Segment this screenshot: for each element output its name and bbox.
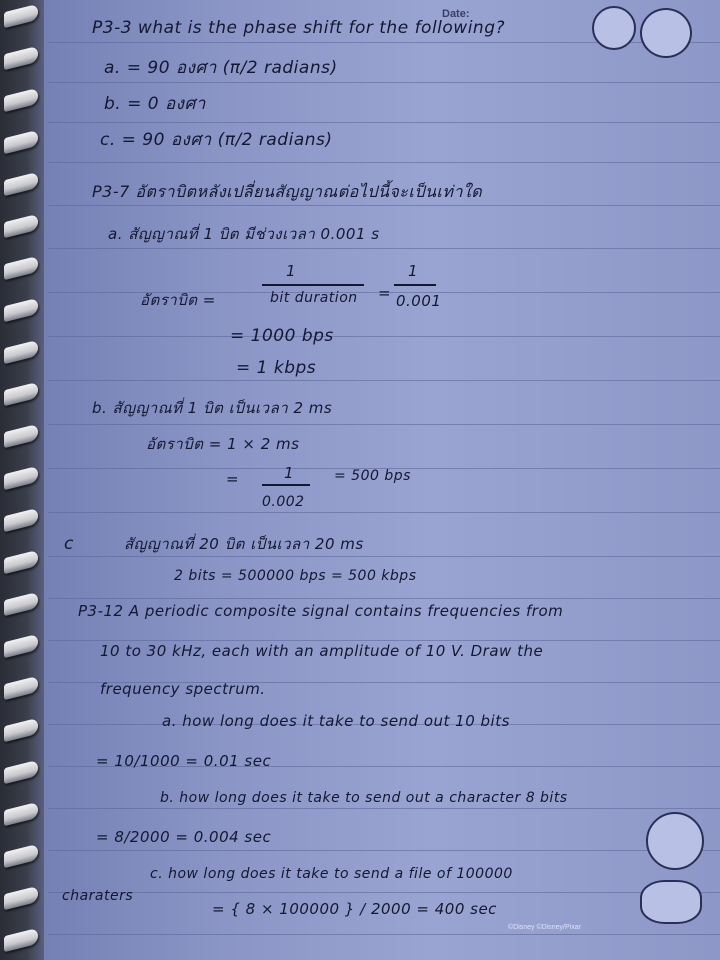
p3-12-line3: frequency spectrum. [100,680,266,698]
p3-12-answer-c-label: charaters [62,888,134,904]
equals-sign: = [378,284,392,302]
spiral-ring [4,424,38,448]
sticker-character-icon [592,6,636,50]
ruled-line [48,162,720,163]
frac-left-denominator: bit duration [270,290,358,306]
spiral-ring [4,760,38,784]
spiral-ring [4,508,38,532]
ruled-line [48,336,720,337]
p3-12-answer-c: = { 8 × 100000 } / 2000 = 400 sec [212,900,497,918]
spiral-ring [4,4,38,28]
fraction-bar [394,284,436,286]
footer-copyright: ©Disney ©Disney/Pixar [508,924,581,931]
sticker-character-icon [640,8,692,58]
ruled-line [48,808,720,809]
spiral-ring [4,550,38,574]
p3-12-answer-a: = 10/1000 = 0.01 sec [96,752,272,770]
spiral-ring [4,928,38,952]
spiral-ring [4,46,38,70]
spiral-ring [4,802,38,826]
sticker-character-icon [646,812,704,870]
spiral-ring [4,592,38,616]
p3-7-part-b: b. สัญญาณที่ 1 บิต เป็นเวลา 2 ms [92,399,333,417]
frac-left-numerator: 1 [286,262,297,280]
ruled-line [48,380,720,381]
ruled-line [48,122,720,123]
ruled-line [48,82,720,83]
fraction-bar [262,284,364,286]
spiral-ring [4,466,38,490]
p3-12-question-b: b. how long does it take to send out a character 8 bits [160,790,568,806]
ruled-line [48,424,720,425]
ruled-line [48,640,720,641]
spiral-ring [4,214,38,238]
ruled-line [48,205,720,206]
frac-right-denominator: 0.001 [396,292,442,310]
fraction-bar [262,484,310,486]
ruled-line [48,850,720,851]
spiral-ring [4,844,38,868]
p3-7-a-step1: = 1000 bps [230,326,334,346]
sticker-character-icon [640,880,702,924]
spiral-ring [4,382,38,406]
p3-3-answer-a: a. = 90 องศา (π/2 radians) [104,58,338,78]
p3-12-title: P3-12 A periodic composite signal contains frequencies from [78,602,564,620]
p3-7-b-rate: อัตราบิต = 1 × 2 ms [146,435,300,453]
p3-7-b-result: = 500 bps [334,468,411,484]
ruled-line [48,556,720,557]
spiral-ring [4,634,38,658]
p3-3-answer-b: b. = 0 องศา [104,94,206,114]
spiral-ring [4,340,38,364]
p3-7-b-frac-num: 1 [284,464,295,482]
spiral-ring [4,256,38,280]
p3-7-a-step2: = 1 kbps [236,358,317,378]
p3-7-part-c-label: c [64,534,74,554]
p3-7-b-frac-den: 0.002 [262,494,305,510]
ruled-line [48,892,720,893]
p3-3-title: P3-3 what is the phase shift for the following? [92,18,506,38]
p3-7-c-step: 2 bits = 500000 bps = 500 kbps [174,568,417,584]
p3-3-answer-c: c. = 90 องศา (π/2 radians) [100,130,333,150]
spiral-ring [4,886,38,910]
frac-right-numerator: 1 [408,262,419,280]
spiral-ring [4,130,38,154]
spiral-ring [4,298,38,322]
p3-7-b-equals: = [226,470,240,488]
p3-7-title: P3-7 อัตราบิตหลังเปลี่ยนสัญญาณต่อไปนี้จะเป็นเท่าใด [92,182,483,201]
p3-12-question-c: c. how long does it take to send a file of 100000 [150,866,513,882]
bit-rate-label: อัตราบิต = [140,291,216,309]
date-label: Date: [442,8,470,20]
p3-12-answer-b: = 8/2000 = 0.004 sec [96,828,272,846]
p3-12-line2: 10 to 30 kHz, each with an amplitude of 10 V. Draw the [100,642,544,660]
spiral-ring [4,88,38,112]
p3-7-part-a: a. สัญญาณที่ 1 บิต มีช่วงเวลา 0.001 s [108,225,380,243]
spiral-ring [4,718,38,742]
ruled-line [48,598,720,599]
p3-12-question-a: a. how long does it take to send out 10 bits [162,712,510,730]
spiral-binding [0,0,44,960]
spiral-ring [4,172,38,196]
ruled-line [48,934,720,935]
ruled-line [48,512,720,513]
p3-7-part-c: สัญญาณที่ 20 บิต เป็นเวลา 20 ms [124,535,364,553]
ruled-line [48,248,720,249]
spiral-ring [4,676,38,700]
